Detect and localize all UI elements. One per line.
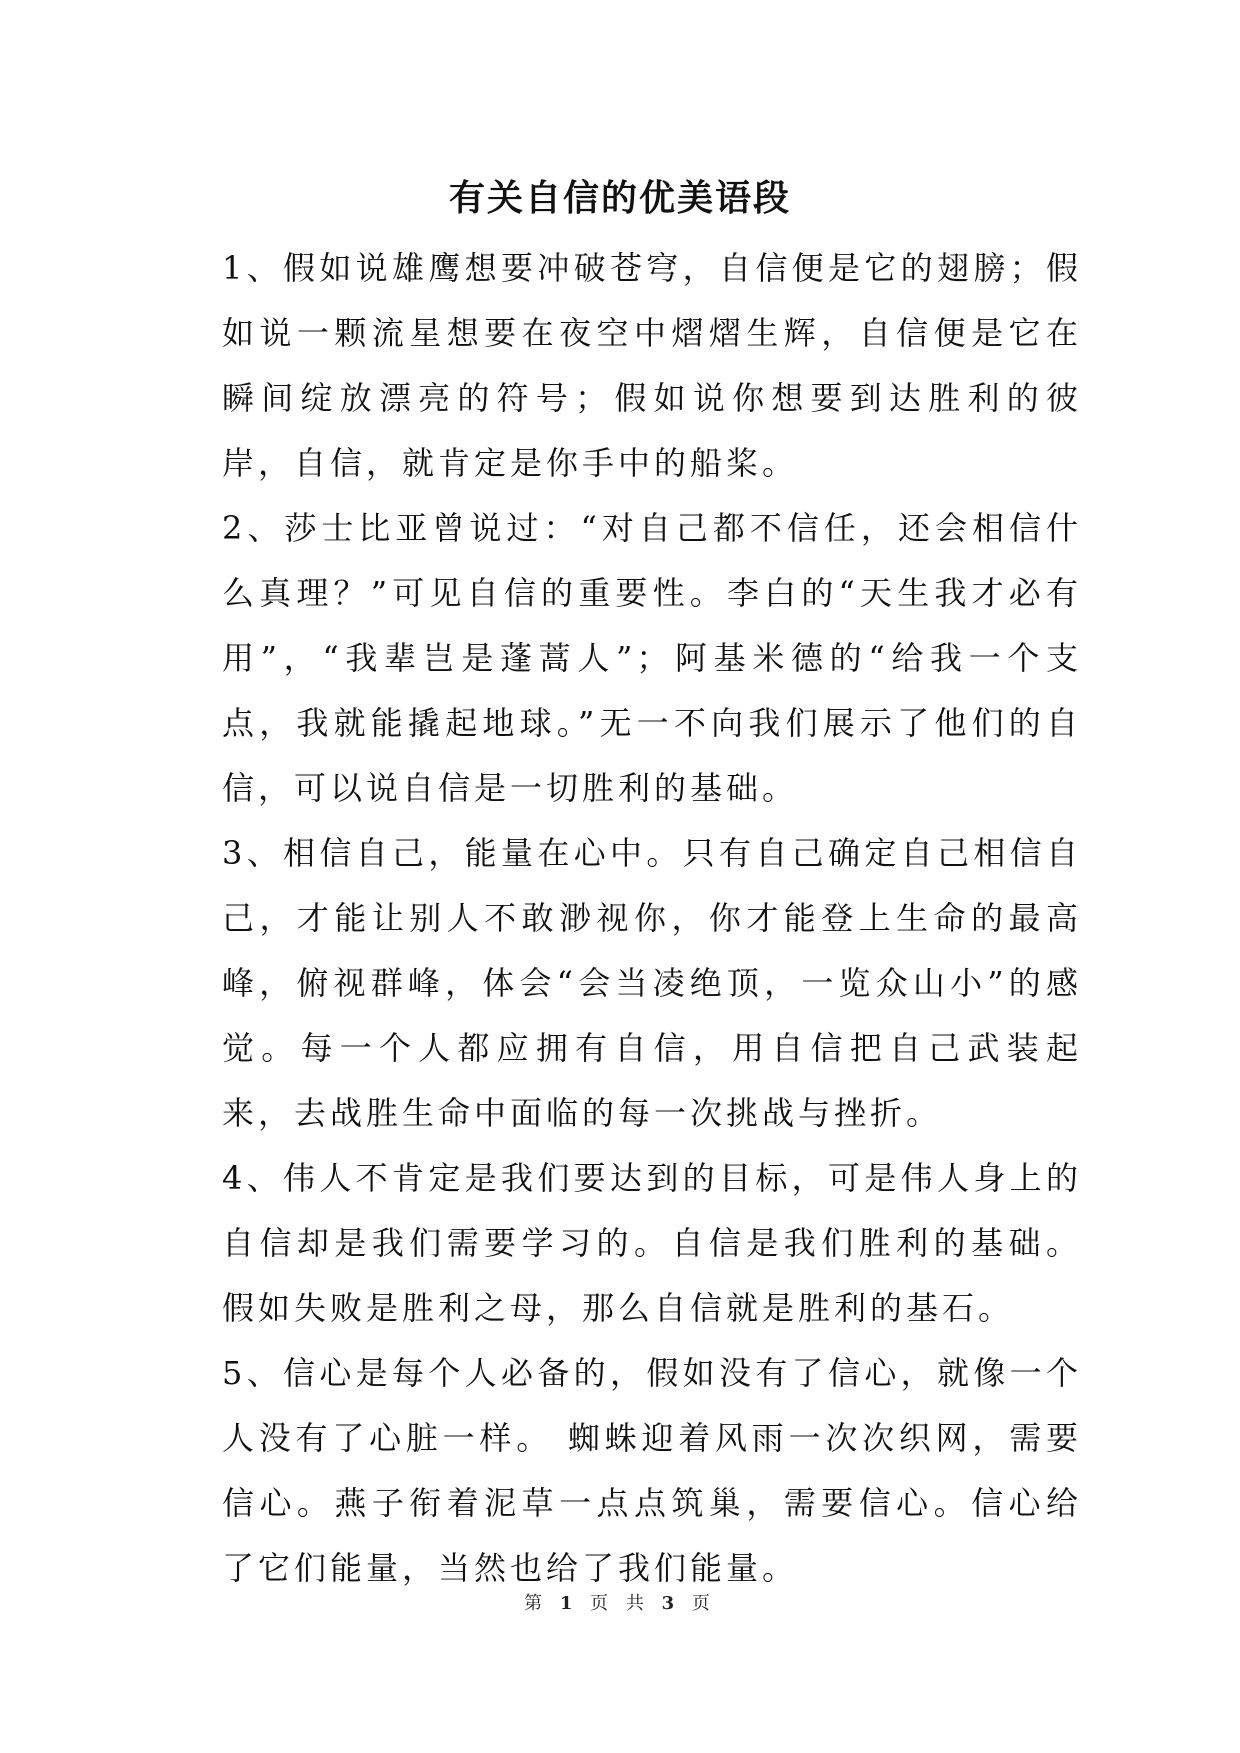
paragraph-4: 4、伟人不肯定是我们要达到的目标，可是伟人身上的自信却是我们需要学习的。自信是我们胜利的基础。假如失败是胜利之母，那么自信就是胜利的基石。 xyxy=(222,1159,1082,1327)
document-title: 有关自信的优美语段 xyxy=(448,177,791,219)
footer-middle: 页 共 xyxy=(590,1593,650,1614)
footer-prefix: 第 xyxy=(524,1593,549,1614)
page-footer xyxy=(0,1590,1240,1618)
footer-total-pages: 3 xyxy=(661,1593,681,1614)
footer-current-page: 1 xyxy=(559,1593,579,1614)
document-body xyxy=(222,236,1082,1601)
paragraph-2: 2、莎士比亚曾说过：“对自己都不信任，还会相信什么真理？”可见自信的重要性。李白的“天生我才必有用”，“我辈岂是蓬蒿人”；阿基米德的“给我一个支点，我就能撬起地球。”无一不向我们展示了他们的自信，可以说自信是一切胜利的基础。 xyxy=(222,509,1082,807)
paragraph-1: 1、假如说雄鹰想要冲破苍穹，自信便是它的翅膀；假如说一颗流星想要在夜空中熠熠生辉，自信便是它在瞬间绽放漂亮的符号；假如说你想要到达胜利的彼岸，自信，就肯定是你手中的船桨。 xyxy=(222,249,1082,482)
footer-suffix: 页 xyxy=(691,1593,716,1614)
paragraph-5: 5、信心是每个人必备的，假如没有了信心，就像一个人没有了心脏一样。 蜘蛛迎着风雨一次次织网，需要信心。燕子衔着泥草一点点筑巢，需要信心。信心给了它们能量，当然也给了我们能量。 xyxy=(222,1354,1082,1587)
paragraph-3: 3、相信自己，能量在心中。只有自己确定自己相信自己，才能让别人不敢渺视你，你才能登上生命的最高峰，俯视群峰，体会“会当凌绝顶，一览众山小”的感觉。每一个人都应拥有自信，用自信把自己武装起来，去战胜生命中面临的每一次挑战与挫折。 xyxy=(222,834,1082,1132)
